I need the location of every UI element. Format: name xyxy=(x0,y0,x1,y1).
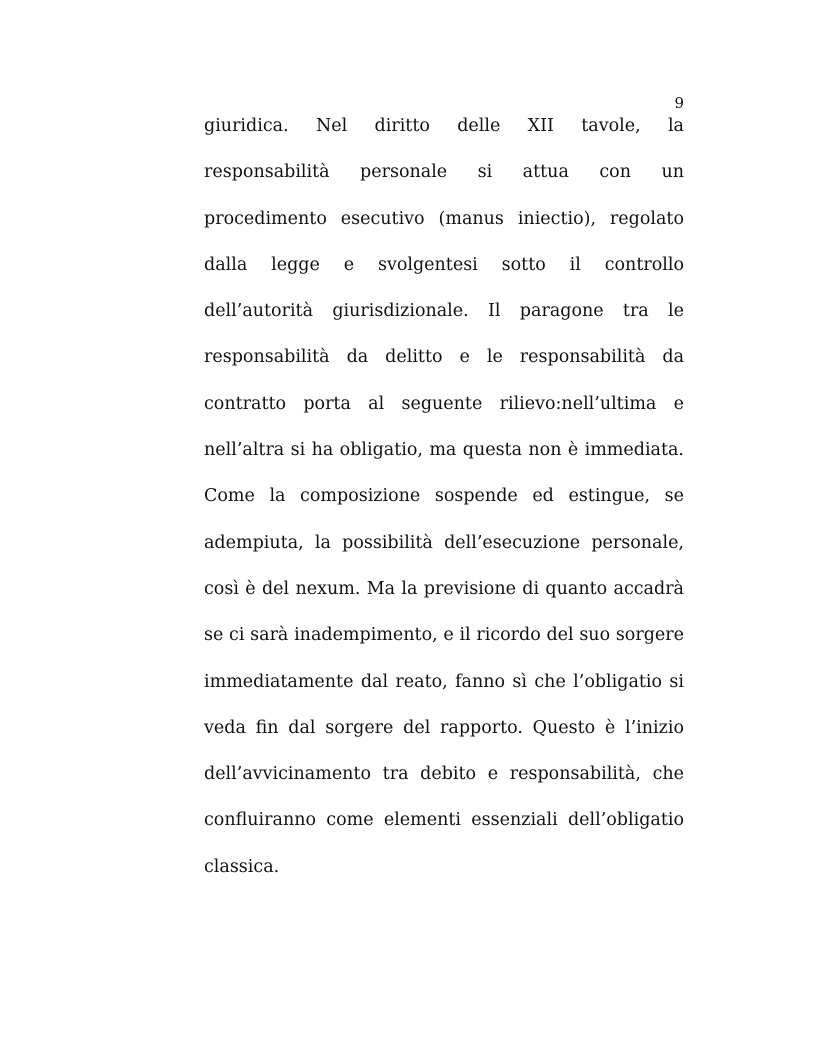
text-line: adempiuta, la possibilità dell’esecuzione personale, xyxy=(204,532,684,553)
text-line: dell’avvicinamento tra debito e responsabilità, che xyxy=(204,764,684,785)
text-line: contratto porta al seguente rilievo:nell’ultima e xyxy=(204,393,684,414)
text-line: giuridica. Nel diritto delle XII tavole, la xyxy=(204,116,684,136)
text-line: Come la composizione sospende ed estingue, se xyxy=(204,486,684,507)
body-paragraph xyxy=(204,110,684,897)
text-line: responsabilità da delitto e le responsabilità da xyxy=(204,347,684,368)
text-line: se ci sarà inadempimento, e il ricordo del suo sorgere xyxy=(204,625,684,646)
text-line-last: classica. xyxy=(204,856,280,877)
text-line: dalla legge e svolgentesi sotto il controllo xyxy=(204,254,684,275)
text-line: immediatamente dal reato, fanno sì che l’obligatio si xyxy=(204,671,684,692)
page-number: 9 xyxy=(674,94,684,112)
text-line: confluiranno come elementi essenziali dell’obligatio xyxy=(204,810,684,831)
text-line: così è del nexum. Ma la previsione di quanto accadrà xyxy=(204,578,684,599)
text-line: procedimento esecutivo (manus iniectio), regolato xyxy=(204,208,684,229)
text-line: responsabilità personale si attua con un xyxy=(204,162,684,183)
text-line: veda fin dal sorgere del rapporto. Questo è l’inizio xyxy=(204,717,684,738)
text-line: dell’autorità giurisdizionale. Il paragone tra le xyxy=(204,301,684,322)
text-line: nell’altra si ha obligatio, ma questa non è immediata. xyxy=(204,440,684,461)
